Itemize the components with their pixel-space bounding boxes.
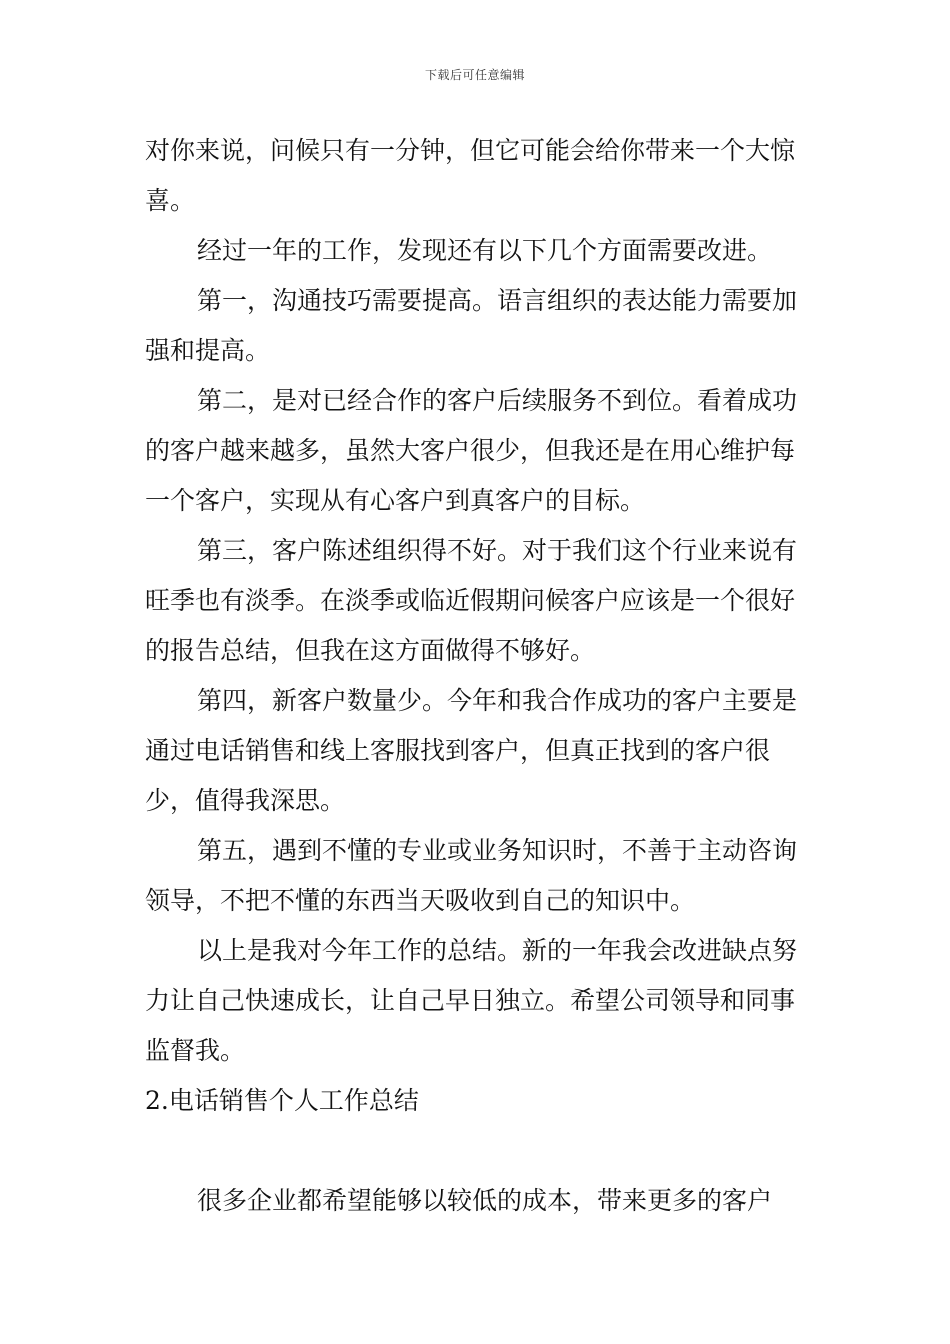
- paragraph: 以上是我对今年工作的总结。新的一年我会改进缺点努力让自己快速成长，让自己早日独立。希望公司领导和同事监督我。: [145, 936, 798, 1065]
- blank-line: [145, 1126, 810, 1176]
- paragraph: 第一，沟通技巧需要提高。语言组织的表达能力需要加强和提高。: [145, 286, 798, 365]
- document-body: [145, 126, 810, 1226]
- paragraph: 很多企业都希望能够以较低的成本，带来更多的客户: [197, 1186, 773, 1215]
- page-header: 下载后可任意编辑: [424, 68, 525, 82]
- paragraph: 第四，新客户数量少。今年和我合作成功的客户主要是通过电话销售和线上客服找到客户，但真正找到的客户很少，值得我深思。: [145, 686, 798, 815]
- paragraph: 经过一年的工作，发现还有以下几个方面需要改进。: [197, 236, 773, 265]
- paragraph: 第三，客户陈述组织得不好。对于我们这个行业来说有旺季也有淡季。在淡季或临近假期问候客户应该是一个很好的报告总结，但我在这方面做得不够好。: [145, 536, 798, 665]
- section-heading: 2.电话销售个人工作总结: [145, 1086, 419, 1115]
- paragraph: 对你来说，问候只有一分钟，但它可能会给你带来一个大惊喜。: [145, 136, 796, 215]
- paragraph: 第二，是对已经合作的客户后续服务不到位。看着成功的客户越来越多，虽然大客户很少，但我还是在用心维护每一个客户，实现从有心客户到真客户的目标。: [145, 386, 798, 515]
- paragraph: 第五，遇到不懂的专业或业务知识时，不善于主动咨询领导，不把不懂的东西当天吸收到自己的知识中。: [145, 836, 798, 915]
